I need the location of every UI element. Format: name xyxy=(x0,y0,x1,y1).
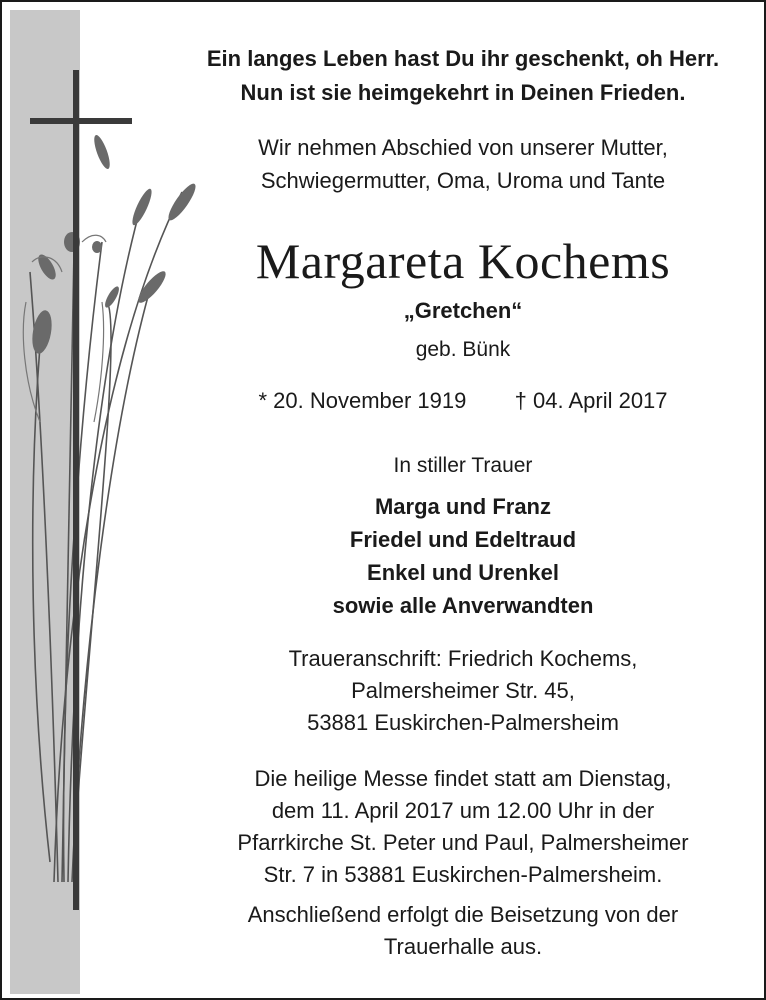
life-dates xyxy=(172,388,754,414)
mourner-name: Friedel und Edeltraud xyxy=(349,527,577,552)
service-line-1: Die heilige Messe findet statt am Dienstag, xyxy=(254,766,672,791)
address-line-3: 53881 Euskirchen-Palmersheim xyxy=(307,710,619,735)
intro-line-2: Schwiegermutter, Oma, Uroma und Tante xyxy=(260,168,666,193)
birth-name: geb. Bünk xyxy=(415,338,511,361)
mourner-name: Enkel und Urenkel xyxy=(367,560,559,585)
service-line-6: Trauerhalle aus. xyxy=(383,934,543,959)
deceased-name: Margareta Kochems xyxy=(255,233,671,289)
service-line-2: dem 11. April 2017 um 12.00 Uhr in der xyxy=(271,798,655,823)
mourning-heading: In stiller Trauer xyxy=(393,454,533,477)
service-line-4: Str. 7 in 53881 Euskirchen-Palmersheim. xyxy=(263,862,663,887)
intro-line-1: Wir nehmen Abschied von unserer Mutter, xyxy=(258,135,668,160)
service-line-3: Pfarrkirche St. Peter und Paul, Palmersheimer xyxy=(237,830,689,855)
verse-line-1: Ein langes Leben hast Du ihr geschenkt, oh Herr. xyxy=(206,46,720,71)
mourner-name: sowie alle Anverwandten xyxy=(332,593,594,618)
birth-date: * 20. November 1919 xyxy=(258,388,467,413)
service-line-5: Anschließend erfolgt die Beisetzung von der xyxy=(247,902,679,927)
address-line-1: Traueranschrift: Friedrich Kochems, xyxy=(288,646,638,671)
deceased-nickname: „Gretchen“ xyxy=(403,298,523,323)
mourner-name: Marga und Franz xyxy=(374,494,551,519)
death-date: † 04. April 2017 xyxy=(514,388,668,413)
address-line-2: Palmersheimer Str. 45, xyxy=(351,678,575,703)
verse-line-2: Nun ist sie heimgekehrt in Deinen Frieden. xyxy=(240,80,686,105)
